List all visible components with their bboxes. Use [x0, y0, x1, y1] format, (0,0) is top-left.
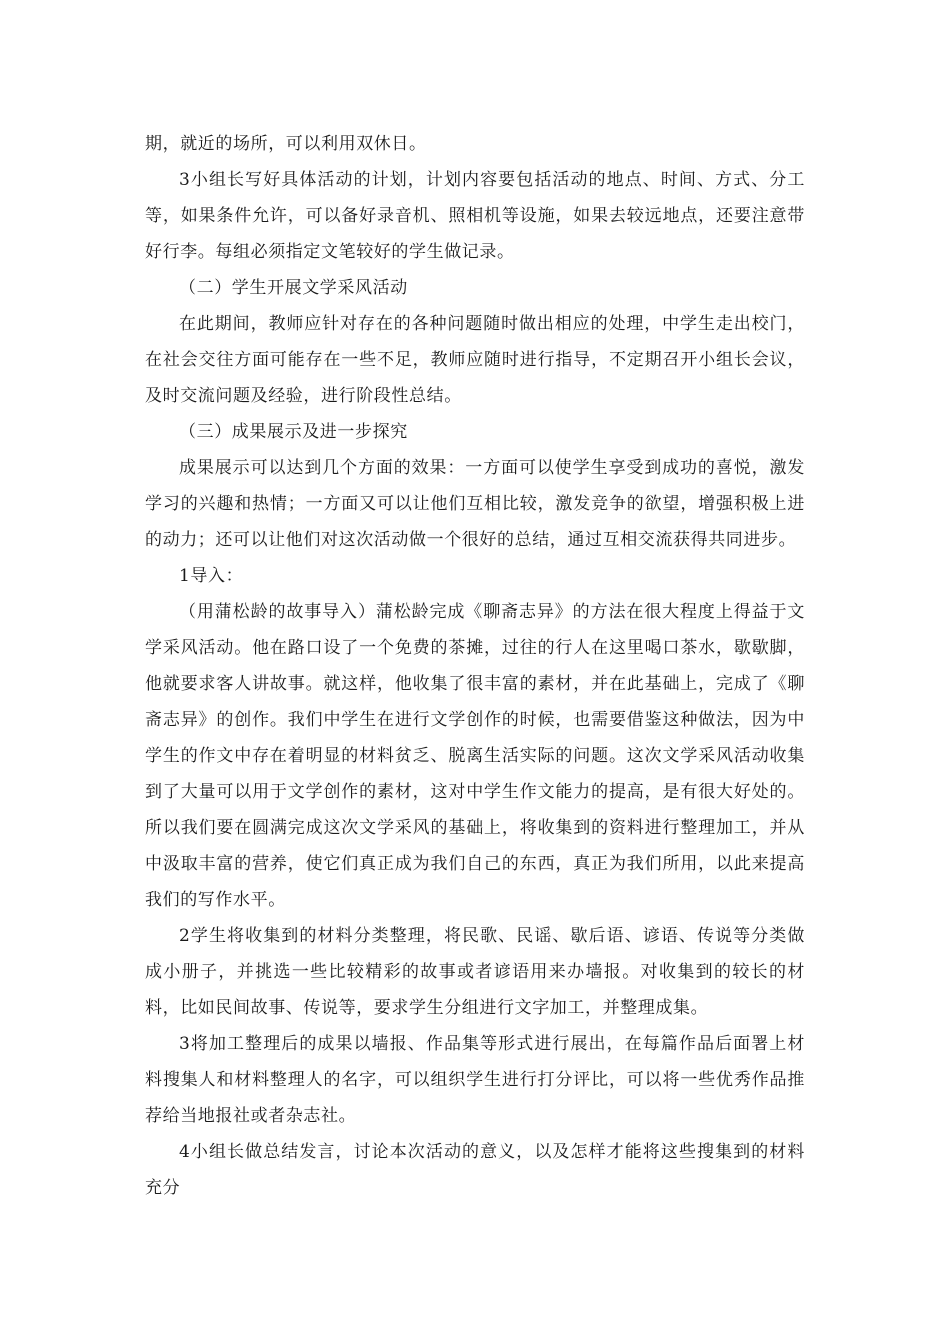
paragraph-step-3: 3将加工整理后的成果以墙报、作品集等形式进行展出，在每篇作品后面署上材料搜集人和材料整理人的名字，可以组织学生进行打分评比，可以将一些优秀作品推荐给当地报社或者杂志社。	[145, 1034, 805, 1126]
paragraph-continuation: 期，就近的场所，可以利用双休日。	[145, 134, 427, 154]
section-heading-3: （三）成果展示及进一步探究	[179, 422, 408, 442]
paragraph-step-1-title: 1导入：	[179, 566, 244, 586]
paragraph-step-2: 2学生将收集到的材料分类整理，将民歌、民谣、歇后语、谚语、传说等分类做成小册子，并挑选一些比较精彩的故事或者谚语用来办墙报。对收集到的较长的材料，比如民间故事、传说等，要求学生分组进行文字加工，并整理成集。	[145, 926, 805, 1018]
section-heading-2: （二）学生开展文学采风活动	[179, 278, 408, 298]
document-body	[145, 126, 805, 1206]
paragraph-results-effects: 成果展示可以达到几个方面的效果：一方面可以使学生享受到成功的喜悦，激发学习的兴趣和热情；一方面又可以让他们互相比较，激发竞争的欲望，增强积极上进的动力；还可以让他们对这次活动做一个很好的总结，通过互相交流获得共同进步。	[145, 458, 805, 550]
paragraph-pu-songling-story: （用蒲松龄的故事导入）蒲松龄完成《聊斋志异》的方法在很大程度上得益于文学采风活动。他在路口设了一个免费的茶摊，过往的行人在这里喝口茶水，歇歇脚，他就要求客人讲故事。就这样，他收集了很丰富的素材，并在此基础上，完成了《聊斋志异》的创作。我们中学生在进行文学创作的时候，也需要借鉴这种做法，因为中学生的作文中存在着明显的材料贫乏、脱离生活实际的问题。这次文学采风活动收集到了大量可以用于文学创作的素材，这对中学生作文能力的提高，是有很大好处的。所以我们要在圆满完成这次文学采风的基础上，将收集到的资料进行整理加工，并从中汲取丰富的营养，使它们真正成为我们自己的东西，真正为我们所用，以此来提高我们的写作水平。	[145, 602, 805, 910]
paragraph-step-4: 4小组长做总结发言，讨论本次活动的意义，以及怎样才能将这些搜集到的材料充分	[145, 1142, 805, 1198]
paragraph-plan-step-3: 3小组长写好具体活动的计划，计划内容要包括活动的地点、时间、方式、分工等，如果条件允许，可以备好录音机、照相机等设施，如果去较远地点，还要注意带好行李。每组必须指定文笔较好的学生做记录。	[145, 170, 805, 262]
paragraph-activity-period: 在此期间，教师应针对存在的各种问题随时做出相应的处理，中学生走出校门，在社会交往方面可能存在一些不足，教师应随时进行指导，不定期召开小组长会议，及时交流问题及经验，进行阶段性总结。	[145, 314, 805, 406]
